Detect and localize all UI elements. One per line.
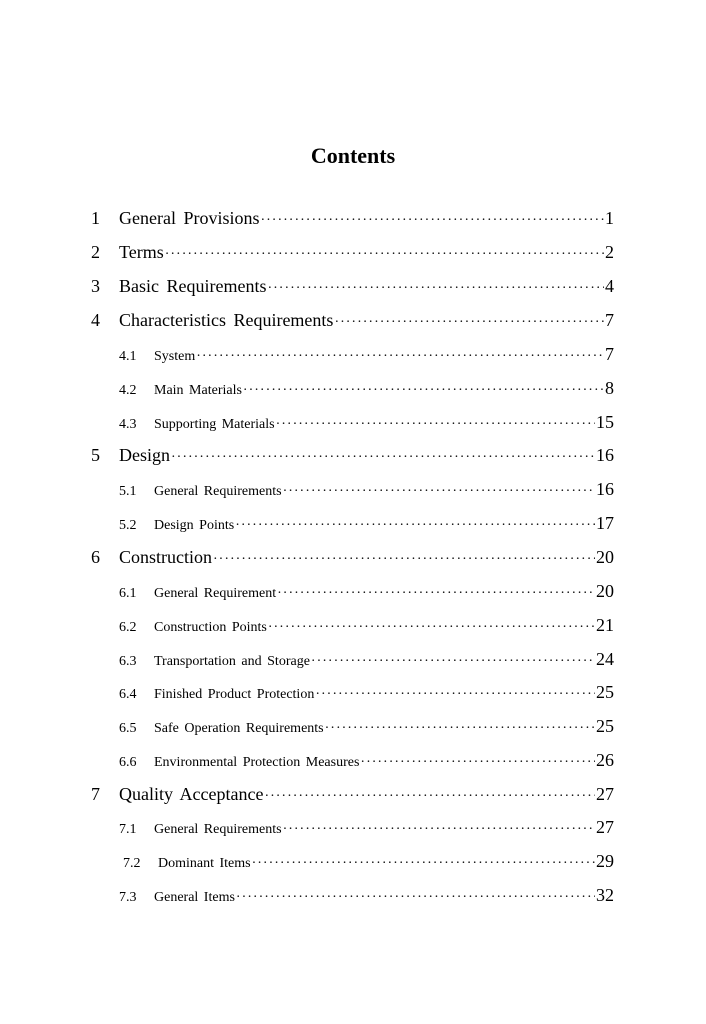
toc-entry-label: Design <box>119 445 170 465</box>
toc-entry-page: 21 <box>596 615 614 635</box>
toc-entry-page: 16 <box>596 479 614 499</box>
toc-entry-5[interactable] <box>91 444 614 469</box>
toc-entry-page: 16 <box>596 445 614 465</box>
toc-entry-number: 1 <box>91 208 100 228</box>
toc-entry-page: 25 <box>596 682 614 702</box>
dot-leader <box>267 278 604 300</box>
toc-entry-page: 4 <box>605 276 614 296</box>
toc-entry-number: 4.2 <box>119 383 137 398</box>
toc-entry-number: 7.1 <box>119 822 137 837</box>
toc-entry-1[interactable] <box>91 207 614 232</box>
toc-entry-page: 2 <box>605 242 614 262</box>
dot-leader <box>243 381 604 401</box>
toc-entry-label: Main Materials <box>154 383 242 398</box>
toc-entry-5-2[interactable] <box>119 513 614 536</box>
toc-entry-label: Finished Product Protection <box>154 687 315 702</box>
toc-entry-number: 6.2 <box>119 620 137 635</box>
toc-entry-page: 32 <box>596 885 614 905</box>
toc-entry-7-3[interactable] <box>119 885 614 908</box>
toc-entry-label: Transportation and Storage <box>154 654 310 669</box>
toc-entry-number: 6 <box>91 547 100 567</box>
dot-leader <box>235 516 595 536</box>
toc-entry-4[interactable] <box>91 309 614 334</box>
toc-entry-6-6[interactable] <box>119 750 614 773</box>
dot-leader <box>311 652 595 672</box>
toc-entry-6-5[interactable] <box>119 716 614 739</box>
toc-entry-label: Basic Requirements <box>119 276 267 296</box>
toc-entry-page: 20 <box>596 547 614 567</box>
toc-entry-number: 4 <box>91 310 100 330</box>
dot-leader <box>334 312 604 334</box>
dot-leader <box>236 888 595 908</box>
toc-entry-label: Construction Points <box>154 620 267 635</box>
dot-leader <box>252 854 595 874</box>
toc-entry-label: Terms <box>119 242 164 262</box>
dot-leader <box>325 719 595 739</box>
toc-entry-page: 17 <box>596 513 614 533</box>
toc-entry-label: General Requirements <box>154 822 282 837</box>
toc-entry-6-1[interactable] <box>119 581 614 604</box>
dot-leader <box>213 549 595 571</box>
toc-entry-label: Quality Acceptance <box>119 784 264 804</box>
dot-leader <box>283 482 595 502</box>
toc-entry-7[interactable] <box>91 783 614 808</box>
toc-entry-number: 5.2 <box>119 518 137 533</box>
toc-entry-number: 6.5 <box>119 721 137 736</box>
toc-entry-page: 26 <box>596 750 614 770</box>
toc-entry-4-3[interactable] <box>119 412 614 435</box>
dot-leader <box>276 415 595 435</box>
dot-leader <box>277 584 595 604</box>
toc-entry-3[interactable] <box>91 275 614 300</box>
toc-entry-4-2[interactable] <box>119 378 614 401</box>
toc-entry-7-2[interactable] <box>123 851 614 874</box>
toc-entry-6-2[interactable] <box>119 615 614 638</box>
toc-entry-page: 27 <box>596 784 614 804</box>
toc-entry-label: Characteristics Requirements <box>119 310 334 330</box>
toc-entry-label: System <box>154 349 196 364</box>
toc-entry-4-1[interactable] <box>119 344 614 367</box>
toc-entry-6-4[interactable] <box>119 682 614 705</box>
toc-entry-label: General Requirement <box>154 586 277 601</box>
toc-entry-label: Design Points <box>154 518 235 533</box>
toc-entry-number: 7.3 <box>119 890 137 905</box>
toc-entry-page: 8 <box>605 378 614 398</box>
dot-leader <box>283 820 595 840</box>
dot-leader <box>268 618 595 638</box>
toc-entry-page: 1 <box>605 208 614 228</box>
dot-leader <box>315 685 595 705</box>
toc-entry-number: 6.1 <box>119 586 137 601</box>
toc-entry-number: 6.6 <box>119 755 137 770</box>
toc-entry-page: 20 <box>596 581 614 601</box>
toc-entry-number: 5.1 <box>119 484 137 499</box>
toc-entry-7-1[interactable] <box>119 817 614 840</box>
toc-entry-number: 5 <box>91 445 100 465</box>
toc-entry-label: General Provisions <box>119 208 260 228</box>
toc-entry-number: 3 <box>91 276 100 296</box>
toc-entry-number: 6.4 <box>119 687 137 702</box>
toc-entry-page: 27 <box>596 817 614 837</box>
toc-entry-5-1[interactable] <box>119 479 614 502</box>
toc-entry-label: General Requirements <box>154 484 282 499</box>
toc-entry-label: Supporting Materials <box>154 417 275 432</box>
toc-entry-6[interactable] <box>91 546 614 571</box>
page-title: Contents <box>310 143 396 168</box>
dot-leader <box>264 786 595 808</box>
toc-entry-label: General Items <box>154 890 235 905</box>
toc-entry-number: 7.2 <box>123 856 141 871</box>
toc-entry-page: 25 <box>596 716 614 736</box>
toc-entry-6-3[interactable] <box>119 649 614 672</box>
toc-entry-number: 7 <box>91 784 100 804</box>
dot-leader <box>260 210 604 232</box>
toc-entry-label: Dominant Items <box>158 856 251 871</box>
toc-entry-number: 6.3 <box>119 654 137 669</box>
toc-entry-page: 15 <box>596 412 614 432</box>
dot-leader <box>196 347 604 367</box>
toc-entry-page: 7 <box>605 344 614 364</box>
toc-entry-page: 7 <box>605 310 614 330</box>
dot-leader <box>171 447 595 469</box>
toc-entry-number: 4.1 <box>119 349 137 364</box>
dot-leader <box>360 753 595 773</box>
toc-entry-2[interactable] <box>91 241 614 266</box>
toc-entry-label: Safe Operation Requirements <box>154 721 324 736</box>
toc-entry-page: 24 <box>596 649 614 669</box>
dot-leader <box>165 244 604 266</box>
toc-entry-number: 2 <box>91 242 100 262</box>
toc-entry-page: 29 <box>596 851 614 871</box>
toc-entry-label: Construction <box>119 547 212 567</box>
toc-entry-number: 4.3 <box>119 417 137 432</box>
toc-entry-label: Environmental Protection Measures <box>154 755 360 770</box>
